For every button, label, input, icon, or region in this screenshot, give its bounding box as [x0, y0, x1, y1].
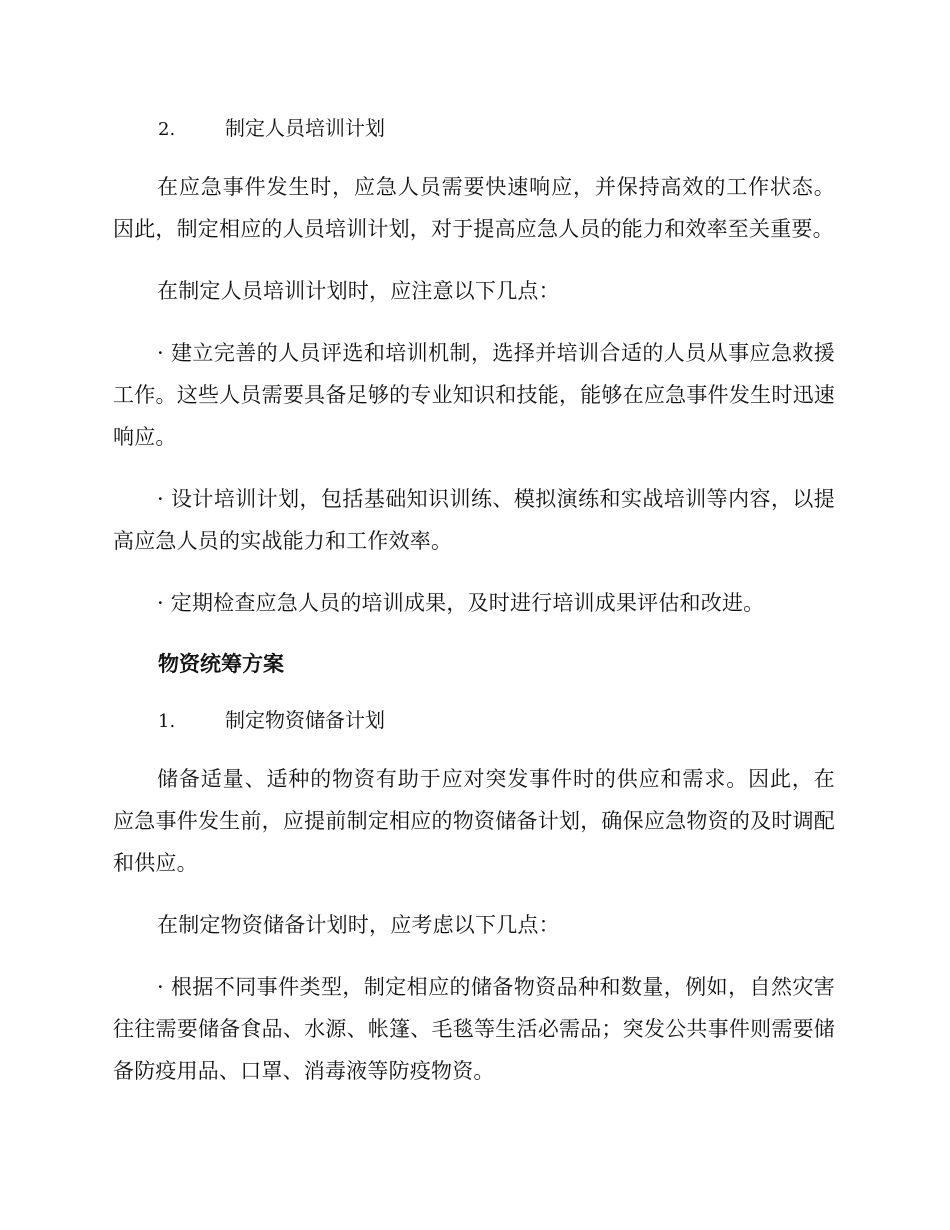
numbered-heading-staff-training [158, 110, 835, 146]
paragraph-training-points-lead: 在制定人员培训计划时，应注意以下几点： [157, 279, 560, 303]
heading-number: 1. [158, 711, 176, 732]
bullet-materials-by-event-type: · 根据不同事件类型，制定相应的储备物资品种和数量，例如，自然灾害往往需要储备食品、水源、帐篷、毛毯等生活必需品；突发公共事件则需要储备防疫用品、口罩、消毒液等防疫物资。 [113, 975, 835, 1083]
paragraph-materials-points-lead: 在制定物资储备计划时，应考虑以下几点： [157, 913, 560, 937]
document-body [113, 110, 835, 1112]
numbered-heading-materials-reserve [158, 702, 835, 738]
paragraph-intro-materials: 储备适量、适种的物资有助于应对突发事件时的供应和需求。因此，在应急事件发生前，应提前制定相应的物资储备计划，确保应急物资的及时调配和供应。 [113, 767, 835, 875]
heading-text: 制定人员培训计划 [225, 116, 385, 140]
section-title-materials: 物资统筹方案 [158, 651, 284, 676]
paragraph-intro-training: 在应急事件发生时，应急人员需要快速响应，并保持高效的工作状态。因此，制定相应的人员培训计划，对于提高应急人员的能力和效率至关重要。 [113, 175, 835, 241]
bullet-training-review: · 定期检查应急人员的培训成果，及时进行培训成果评估和改进。 [157, 591, 765, 615]
bullet-training-mechanism: · 建立完善的人员评选和培训机制，选择并培训合适的人员从事应急救援工作。这些人员需要具备足够的专业知识和技能，能够在应急事件发生时迅速响应。 [113, 341, 835, 449]
heading-text: 制定物资储备计划 [225, 708, 385, 732]
bullet-training-design: · 设计培训计划，包括基础知识训练、模拟演练和实战培训等内容，以提高应急人员的实战能力和工作效率。 [113, 487, 835, 553]
heading-number: 2. [158, 119, 176, 140]
